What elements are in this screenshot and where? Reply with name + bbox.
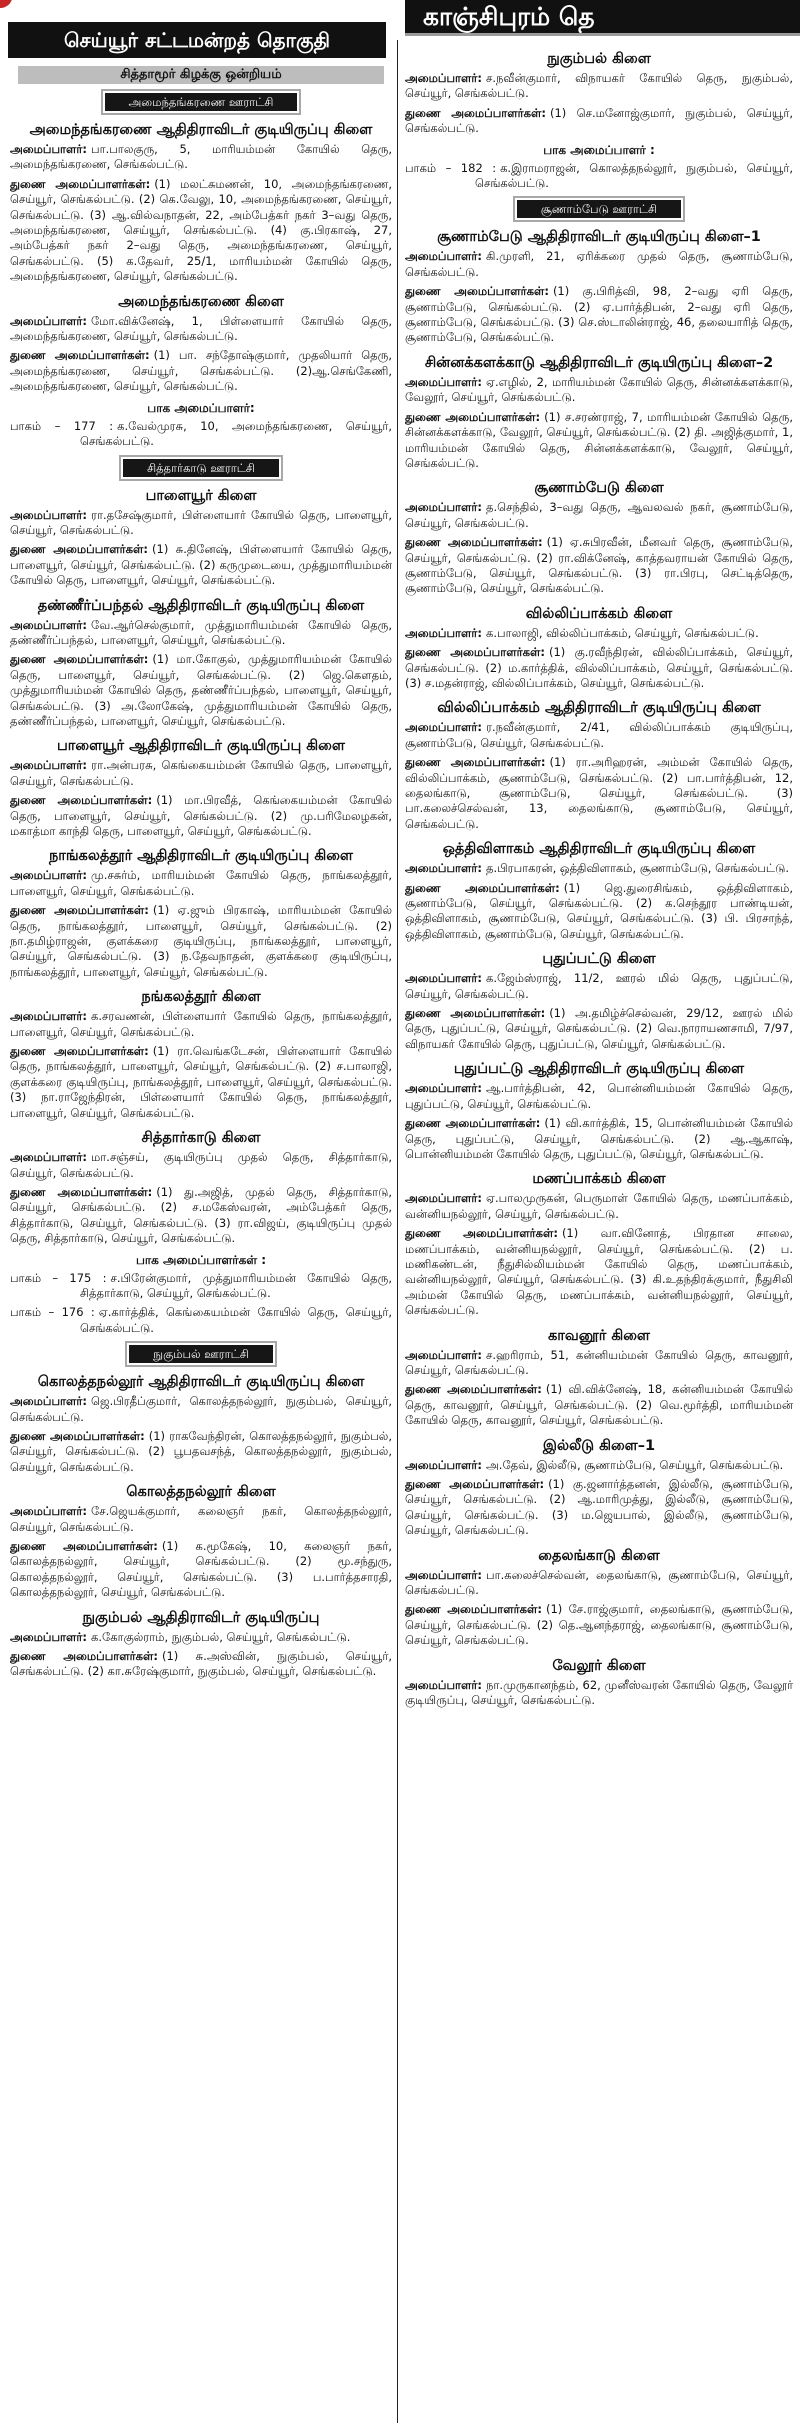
entry-label: துணை அமைப்பாளர்கள்: — [10, 542, 149, 557]
part-text: க.வேல்முரசு, 10, அமைந்தங்கரணை, செய்யூர், செங்கல்பட்டு. — [80, 418, 392, 449]
member-entry — [405, 1602, 793, 1648]
entry-label: அமைப்பாளர்: — [10, 507, 88, 522]
member-entry — [10, 314, 392, 345]
entry-text: த.செந்தில், 3–வது தெரு, ஆவலவல் நகர், சூணாம்பேடு, செய்யூர், செங்கல்பட்டு. — [405, 500, 793, 530]
entry-label: அமைப்பாளர்: — [405, 71, 483, 85]
branch-heading: காவனூர் கிளை — [547, 1327, 651, 1344]
member-entry — [405, 1116, 793, 1162]
member-entry — [10, 1044, 392, 1121]
part-text: ச.பிரேன்குமார், முத்துமாரியம்மன் கோயில் தெரு, சித்தார்காடு, செய்யூர், செங்கல்பட்டு. — [80, 1270, 392, 1300]
member-entry — [10, 758, 392, 789]
branch-heading: பாளையூர் ஆதிதிராவிடர் குடியிருப்பு கிளை — [57, 738, 345, 755]
member-entry — [405, 106, 793, 137]
entry-text: (1) ஏ.ஜும் பிரகாஷ், மாரியம்மன் கோயில் தெரு, நாங்கலத்தூர், பாளையூர், செய்யூர், செங்கல்பட்டு. (2) நா.தமிழ்ராஜன், குளக்கரை குடியிருப்பு, நாங்கலத்தூர், பாளையூர், செய்யூர், செங்கல்பட்டு. (3) ந.தேவநாதன், குளக்கரை குடியிருப்பு, நாங்கலத்தூர், பாளையூர், செய்யூர், செங்கல்பட்டு. — [10, 903, 392, 979]
entry-text: கி.முரளி, 21, ஏரிக்கரை முதல் தெரு, சூணாம்பேடு, செங்கல்பட்டு. — [405, 249, 793, 279]
red-dot-decoration — [0, 0, 12, 8]
member-entry — [405, 1382, 793, 1428]
entry-text: (1) க.மூகேஷ், 10, கலைஞர் நகர், கொலத்தநல்லூர், செய்யூர், செங்கல்பட்டு. (2) மூ.சந்துரு, கொலத்தநல்லூர், செய்யூர், செங்கல்பட்டு. (3) ப.பார்த்தசாரதி, கொலத்தநல்லூர், செய்யூர், செங்கல்பட்டு. — [10, 1539, 392, 1600]
entry-label: துணை அமைப்பாளர்கள்: — [10, 348, 150, 363]
entry-label: துணை அமைப்பாளர்கள்: — [405, 1477, 545, 1491]
member-entry — [10, 1539, 392, 1601]
entry-label: துணை அமைப்பாளர்கள்: — [405, 1602, 542, 1617]
entry-text: (1) கு.பிரித்வி, 98, 2–வது ஏரி தெரு, சூணாம்பேடு, செங்கல்பட்டு. (2) ஏ.பார்த்திபன், 2–வது ஏரி தெரு, சூணாம்பேடு, செங்கல்பட்டு. (3) செ.ஸ்டாலின்ராஜ், 46, தலையாரித் தெரு, சூணாம்பேடு, செங்கல்பட்டு. — [405, 284, 793, 345]
branch-heading: சூணாம்பேடு கிளை — [534, 480, 664, 497]
entry-label: துணை அமைப்பாளர்கள்: — [405, 409, 541, 424]
entry-label: அமைப்பாளர்: — [405, 1191, 483, 1206]
member-entry — [10, 618, 392, 649]
branch-heading: வில்லிப்பாக்கம் ஆதிதிராவிடர் குடியிருப்பு கிளை — [437, 700, 761, 717]
entry-label: அமைப்பாளர்: — [10, 758, 88, 773]
branch-heading: புதுப்பட்டு கிளை — [542, 951, 656, 968]
union-bar: சித்தாமூர் கிழக்கு ஒன்றியம் — [18, 66, 384, 84]
entry-text: (1) ஜெ.துரைசிங்கம், ஒத்திவிளாகம், சூணாம்பேடு, செய்யூர், செங்கல்பட்டு. (2) க.செந்தூர பாண்டியன், ஒத்திவிளாகம், சூணாம்பேடு, செய்யூர், செங்கல்பட்டு. (3) பி. பிரசாந்த், ஒத்திவிளாகம், சூணாம்பேடு, செய்யூர், செங்கல்பட்டு. — [405, 880, 793, 941]
member-entry — [405, 500, 793, 531]
branch-heading: வில்லிப்பாக்கம் கிளை — [525, 605, 673, 622]
header-rule — [405, 33, 800, 36]
subhead-label: பாக அமைப்பாளர்: — [147, 400, 255, 415]
entry-label: அமைப்பாளர்: — [405, 1677, 483, 1692]
entry-label: துணை அமைப்பாளர்கள்: — [405, 105, 546, 120]
member-entry — [10, 903, 392, 980]
entry-text: (1) மா.பிரவீத், கெங்கையம்மன் கோயில் தெரு, பாளையூர், செய்யூர், செங்கல்பட்டு. (2) மு.பரிமேலழகன், மகாத்மா காந்தி தெரு, பாளையூர், செய்யூர், செங்கல்பட்டு. — [10, 793, 392, 838]
entry-label: அமைப்பாளர்: — [10, 1629, 88, 1644]
entry-label: அமைப்பாளர்: — [10, 1009, 88, 1024]
branch-heading: நாங்கலத்தூர் ஆதிதிராவிடர் குடியிருப்பு கிளை — [48, 848, 354, 865]
branch-heading: பாளையூர் கிளை — [145, 487, 257, 504]
entry-label: துணை அமைப்பாளர்கள்: — [10, 903, 149, 918]
entry-text: (1) ரா.அரிஹரன், அம்மன் கோயில் தெரு, வில்லிப்பாக்கம், சூணாம்பேடு, செங்கல்பட்டு. (2) பா.பார்த்திபன், 12, தைலங்காடு, சூணாம்பேடு, செய்யூர், செங்கல்பட்டு. (3) பா.கலைச்செல்வன், 13, தைலங்காடு, சூணாம்பேடு, செய்யூர், செங்கல்பட்டு. — [405, 755, 793, 831]
district-title: காஞ்சிபுரம் தெ — [405, 0, 800, 33]
member-entry — [405, 410, 793, 472]
entry-label: அமைப்பாளர்: — [10, 1394, 88, 1409]
member-entry — [10, 1504, 392, 1535]
branch-heading: ஒத்திவிளாகம் ஆதிதிராவிடர் குடியிருப்பு கிளை — [442, 841, 756, 858]
part-entry — [10, 419, 392, 450]
member-entry — [10, 793, 392, 839]
entry-text: க.ஜேம்ஸ்ராஜ், 11/2, ஊரல் மில் தெரு, புதுப்பட்டு, செய்யூர், செங்கல்பட்டு. — [405, 971, 793, 1001]
entry-label: துணை அமைப்பாளர்கள்: — [405, 284, 549, 299]
entry-text: சே.ஜெயக்குமார், கலைஞர் நகர், கொலத்தநல்லூர், செய்யூர், செங்கல்பட்டு. — [10, 1504, 392, 1534]
branch-heading: புதுப்பட்டு ஆதிதிராவிடர் குடியிருப்பு கிளை — [453, 1061, 745, 1078]
member-entry — [405, 1006, 793, 1052]
entry-label: அமைப்பாளர்: — [10, 868, 88, 883]
member-entry — [405, 71, 793, 102]
entry-text: க.பாலாஜி, வில்லிப்பாக்கம், செய்யூர், செங்கல்பட்டு. — [486, 625, 759, 640]
member-entry — [405, 1226, 793, 1318]
entry-text: பா.பாலகுரு, 5, மாரியம்மன் கோயில் தெரு, அமைந்தங்கரணை, செங்கல்பட்டு. — [10, 142, 392, 172]
entry-text: (1) து.அஜித், முதல் தெரு, சித்தார்காடு, செய்யூர், செங்கல்பட்டு. (2) ச.மகேஸ்வரன், அம்பேத்கர் தெரு, சித்தார்காடு, செய்யூர், செங்கல்பட்டு. (3) ரா.விஜய், குடியிருப்பு முதல் தெரு, சித்தார்காடு, செய்யூர், செங்கல்பட்டு. — [10, 1184, 392, 1246]
branch-heading: வேலூர் கிளை — [552, 1657, 646, 1674]
member-entry — [405, 1568, 793, 1599]
entry-label: அமைப்பாளர்: — [405, 500, 483, 515]
branch-heading: அமைந்தங்கரணை ஆதிதிராவிடர் குடியிருப்பு கிளை — [29, 122, 373, 138]
member-entry — [10, 348, 392, 394]
entry-label: துணை அமைப்பாளர்கள்: — [405, 645, 545, 660]
entry-label: அமைப்பாளர்: — [10, 617, 88, 632]
entry-label: அமைப்பாளர்: — [405, 1457, 483, 1472]
entry-label: துணை அமைப்பாளர்கள்: — [10, 1044, 149, 1059]
entry-text: ஏ.பாலமுருகன், பெருமாள் கோயில் தெரு, மணப்பாக்கம், வன்னியநல்லூர், செய்யூர், செங்கல்பட்டு. — [405, 1191, 793, 1221]
branch-heading: இல்லீடு கிளை–1 — [542, 1437, 656, 1454]
entry-text: (1) கு.ரவீந்திரன், வில்லிப்பாக்கம், செய்யூர், செங்கல்பட்டு. (2) ம.கார்த்திக், வில்லிப்பாக்கம், செய்யூர், செங்கல்பட்டு. (3) ச.மதன்ராஜ், வில்லிப்பாக்கம், செய்யூர், செங்கல்பட்டு. — [405, 645, 793, 690]
entry-text: ரா.அன்பரசு, கெங்கையம்மன் கோயில் தெரு, பாளையூர், செய்யூர், செங்கல்பட்டு. — [10, 758, 392, 788]
panchayat-label: நுகும்பல் ஊராட்சி — [127, 1343, 275, 1365]
entry-text: (1) மலட்சுமணன், 10, அமைந்தங்கரணை, செய்யூர், செங்கல்பட்டு. (2) கெ.வேலு, 10, அமைந்தங்கரணை, செய்யூர், செங்கல்பட்டு. (3) ஆ.வில்வநாதன், 22, அம்பேத்கர் நகர் 3–வது தெரு, அமைந்தங்கரணை, செய்யூர், செங்கல்பட்டு. (4) கு.பிரகாஷ், 27, அம்பேத்கர் நகர் 2–வது தெரு, அமைந்தங்கரணை, செய்யூர், செங்கல்பட்டு. (5) க.தேவர், 25/1, மாரியம்மன் கோயில் தெரு, அமைந்தங்கரணை, செய்யூர், செங்கல்பட்டு. — [10, 176, 392, 284]
entry-text: (1) செ.மனோஜ்குமார், நுகும்பல், செய்யூர், செங்கல்பட்டு. — [405, 105, 793, 136]
member-entry — [405, 249, 793, 280]
column-left — [10, 62, 392, 2423]
subhead-label: பாக அமைப்பாளர்கள் : — [135, 1252, 267, 1267]
panchayat-label: அமைந்தங்கரணை ஊராட்சி — [103, 91, 300, 113]
branch-heading: கொலத்தநல்லூர் கிளை — [126, 1484, 276, 1501]
part-entry — [10, 1305, 392, 1336]
member-entry — [405, 1191, 793, 1222]
entry-label: அமைப்பாளர்: — [10, 1150, 88, 1165]
entry-text: மு.சசுர்ம், மாரியம்மன் கோயில் தெரு, நாங்கலத்தூர், பாளையூர், செய்யூர், செங்கல்பட்டு. — [10, 868, 392, 898]
entry-label: துணை அமைப்பாளர்கள்: — [405, 1116, 541, 1131]
entry-text: (1) பா. சந்தோஷ்குமார், முதலியார் தெரு, அமைந்தங்கரணை, செய்யூர், செங்கல்பட்டு. (2)ஆ.செங்கேணி, அமைந்தங்கரணை, செய்யூர், செங்கல்பட்டு. — [10, 348, 392, 394]
member-entry — [10, 1394, 392, 1425]
branch-heading: சூணாம்பேடு ஆதிதிராவிடர் குடியிருப்பு கிளை–1 — [437, 229, 761, 246]
entry-text: க.சரவணன், பிள்ளையார் கோயில் தெரு, நாங்கலத்தூர், பாளையூர், செய்யூர், செங்கல்பட்டு. — [10, 1009, 392, 1039]
member-entry — [405, 1458, 793, 1473]
branch-heading: சித்தார்காடு கிளை — [141, 1130, 261, 1147]
entry-label: துணை அமைப்பாளர்கள்: — [10, 1539, 158, 1553]
entry-text: மோ.விக்னேஷ், 1, பிள்ளையார் கோயில் தெரு, அமைந்தங்கரணை, செய்யூர், செங்கல்பட்டு. — [10, 313, 392, 344]
entry-text: (1) சே.ராஜ்குமார், தைலங்காடு, சூணாம்பேடு, செய்யூர், செங்கல்பட்டு. (2) தெ.ஆனந்தராஜ், தைலங்காடு, சூணாம்பேடு, செய்யூர், செங்கல்பட்டு. — [405, 1602, 793, 1648]
branch-heading: அமைந்தங்கரணை கிளை — [118, 293, 284, 310]
column-right — [405, 42, 793, 2423]
member-entry — [405, 375, 793, 406]
member-entry — [10, 142, 392, 173]
member-entry — [10, 1649, 392, 1680]
part-label: பாகம் – 182 : — [405, 160, 497, 175]
member-entry — [10, 1630, 392, 1645]
constituency-title: செய்யூர் சட்டமன்றத் தொகுதி — [8, 22, 386, 58]
entry-text: (1) மா.கோகுல், முத்துமாரியம்மன் கோயில் தெரு, பாளையூர், செய்யூர், செங்கல்பட்டு. (2) ஜெ.கௌதம், முத்துமாரியம்மன் கோயில் தெரு, தண்ணீர்ப்பந்தல், பாளையூர், செய்யூர், செங்கல்பட்டு. (3) அ.லோகேஷ், முத்துமாரியம்மன் கோயில் தெரு, தண்ணீர்ப்பந்தல், பாளையூர், செய்யூர், செங்கல்பட்டு. — [10, 652, 392, 728]
entry-label: அமைப்பாளர்: — [10, 313, 88, 328]
member-entry — [405, 1477, 793, 1539]
entry-label: துணை அமைப்பாளர்கள்: — [10, 1428, 145, 1443]
entry-label: துணை அமைப்பாளர்கள்: — [10, 1184, 153, 1199]
member-entry — [10, 1185, 392, 1247]
entry-label: துணை அமைப்பாளர்கள்: — [10, 652, 149, 667]
member-entry — [405, 720, 793, 751]
member-entry — [10, 508, 392, 539]
column-divider — [397, 40, 398, 2423]
entry-text: ச.நவீன்குமார், விநாயகர் கோயில் தெரு, நுகும்பல், செய்யூர், செங்கல்பட்டு. — [405, 71, 793, 101]
entry-label: அமைப்பாளர்: — [405, 861, 483, 876]
entry-text: ரா.தசேஷ்குமார், பிள்ளையார் கோயில் தெரு, பாளையூர், செய்யூர், செங்கல்பட்டு. — [10, 507, 392, 537]
member-entry — [405, 1081, 793, 1112]
branch-heading: சின்னக்களக்காடு ஆதிதிராவிடர் குடியிருப்பு கிளை–2 — [424, 354, 774, 371]
entry-text: (1) சு.அஸ்வின், நுகும்பல், செய்யூர், செங்கல்பட்டு. (2) கா.சுரேஷ்குமார், நுகும்பல், செய்யூர், செங்கல்பட்டு. — [10, 1649, 392, 1679]
member-entry — [405, 755, 793, 832]
entry-label: அமைப்பாளர்: — [405, 374, 483, 389]
entry-label: அமைப்பாளர்: — [405, 971, 483, 986]
member-entry — [10, 868, 392, 899]
entry-text: பா.கலைச்செல்வன், தைலங்காடு, சூணாம்பேடு, செய்யூர், செங்கல்பட்டு. — [405, 1567, 793, 1598]
member-entry — [405, 645, 793, 691]
branch-heading: தைலங்காடு கிளை — [538, 1547, 660, 1564]
entry-label: துணை அமைப்பாளர்கள்: — [405, 1382, 542, 1397]
entry-text: (1) கு.ஜனார்த்தனன், இல்லீடு, சூணாம்பேடு, செய்யூர், செங்கல்பட்டு. (2) ஆ.மாரிமுத்து, இல்லீடு, சூணாம்பேடு, செய்யூர், செங்கல்பட்டு. (3) ம.ஜெயபால், இல்லீடு, சூணாம்பேடு, செய்யூர், செங்கல்பட்டு. — [405, 1477, 793, 1538]
entry-text: (1) ச.சரண்ராஜ், 7, மாரியம்மன் கோயில் தெரு, சின்னக்களக்காடு, வேலூர், செய்யூர், செங்கல்பட்டு. (2) தி. அஜித்குமார், 1, மாரியம்மன் கோயில் தெரு, சின்னக்களக்காடு, வேலூர், செய்யூர், செங்கல்பட்டு. — [405, 409, 793, 470]
entry-label: துணை அமைப்பாளர்கள்: — [405, 535, 543, 550]
part-text: க.இராமராஜன், கொலத்தநல்லூர், நுகும்பல், செய்யூர், செங்கல்பட்டு. — [475, 160, 793, 191]
entry-text: (1) ரா.வெங்கடேசன், பிள்ளையார் கோயில் தெரு, நாங்கலத்தூர், பாளையூர், செய்யூர், செங்கல்பட்டு. (2) ச.பாலாஜி, குளக்கரை குடியிருப்பு, நாங்கலத்தூர், பாளையூர், செய்யூர், செங்கல்பட்டு. (3) நா.ராஜேந்திரன், பிள்ளையார் கோயில் தெரு, நாங்கலத்தூர், பாளையூர், செய்யூர், செங்கல்பட்டு. — [10, 1044, 392, 1120]
part-entry — [405, 161, 793, 192]
panchayat-label: சூணாம்பேடு ஊராட்சி — [515, 198, 683, 220]
member-entry — [405, 535, 793, 597]
entry-text: வே.ஆர்செல்குமார், முத்துமாரியம்மன் கோயில் தெரு, தண்ணீர்ப்பந்தல், பாளையூர், செய்யூர், செங்கல்பட்டு. — [10, 617, 392, 647]
part-label: பாகம் – 175 : — [10, 1270, 107, 1285]
member-entry — [405, 881, 793, 943]
entry-text: (1) வி.கார்த்திக், 15, பொன்னியம்மன் கோயில் தெரு, புதுப்பட்டு, செய்யூர், செங்கல்பட்டு. (2) ஆ.ஆகாஷ், பொன்னியம்மன் கோயில் தெரு, புதுப்பட்டு, செய்யூர், செங்கல்பட்டு. — [405, 1116, 793, 1161]
branch-heading: மணப்பாக்கம் கிளை — [532, 1171, 666, 1188]
panchayat-label: சித்தார்காடு ஊராட்சி — [121, 457, 281, 479]
entry-label: அமைப்பாளர்: — [10, 1504, 88, 1519]
entry-label: துணை அமைப்பாளர்கள்: — [10, 1649, 158, 1664]
member-entry — [10, 1150, 392, 1181]
entry-label: துணை அமைப்பாளர்கள்: — [10, 793, 153, 808]
member-entry — [405, 861, 793, 876]
entry-text: த.பிரபாகரன், ஒத்திவிளாகம், சூணாம்பேடு, செங்கல்பட்டு. — [486, 861, 789, 876]
entry-label: அமைப்பாளர்: — [10, 142, 88, 156]
member-entry — [405, 971, 793, 1002]
entry-label: அமைப்பாளர்: — [405, 1347, 483, 1362]
entry-label: அமைப்பாளர்: — [405, 720, 483, 735]
entry-text: ஜெ.பிரதீப்குமார், கொலத்தநல்லூர், நுகும்பல், செய்யூர், செங்கல்பட்டு. — [10, 1394, 392, 1424]
member-entry — [10, 652, 392, 729]
entry-text: க.கோகுல்ராம், நுகும்பல், செய்யூர், செங்கல்பட்டு. — [91, 1629, 351, 1644]
branch-heading: கொலத்தநல்லூர் ஆதிதிராவிடர் குடியிருப்பு கிளை — [37, 1374, 365, 1391]
part-label: பாகம் – 177 : — [10, 418, 114, 433]
member-entry — [405, 284, 793, 346]
entry-label: துணை அமைப்பாளர்கள்: — [10, 176, 151, 191]
entry-text: (1) ஏ.சுபிரவீன், மீனவர் தெரு, சூணாம்பேடு, செய்யூர், செங்கல்பட்டு. (2) ரா.விக்னேஷ், காத்தவராயன் கோயில் தெரு, சூணாம்பேடு, செய்யூர், செங்கல்பட்டு. (3) ரா.பிரபு, செட்டித்தெரு, சூணாம்பேடு, செய்யூர், செங்கல்பட்டு. — [405, 535, 793, 596]
entry-label: துணை அமைப்பாளர்கள்: — [405, 880, 560, 895]
branch-heading: நுகும்பல் ஆதிதிராவிடர் குடியிருப்பு — [82, 1609, 320, 1626]
member-entry — [405, 626, 793, 641]
entry-text: அ.தேவ், இல்லீடு, சூணாம்பேடு, செய்யூர், செங்கல்பட்டு. — [486, 1457, 784, 1472]
member-entry — [405, 1678, 793, 1709]
entry-text: ஆ.பார்த்திபன், 42, பொன்னியம்மன் கோயில் தெரு, புதுப்பட்டு, செய்யூர், செங்கல்பட்டு. — [405, 1081, 793, 1111]
entry-label: அமைப்பாளர்: — [405, 1081, 483, 1096]
entry-text: (1) வி.விக்னேஷ், 18, கன்னியம்மன் கோயில் தெரு, காவனூர், செய்யூர், செங்கல்பட்டு. (2) வெ.மூர்த்தி, மாரியம்மன் கோயில் தெரு, காவனூர், செய்யூர், செங்கல்பட்டு. — [405, 1382, 793, 1428]
branch-heading: தண்ணீர்ப்பந்தல் ஆதிதிராவிடர் குடியிருப்பு கிளை — [37, 597, 365, 614]
branch-heading: நங்கலத்தூர் கிளை — [141, 989, 261, 1006]
entry-text: ர.நவீன்குமார், 2/41, வில்லிப்பாக்கம் குடியிருப்பு, சூணாம்பேடு, செய்யூர், செங்கல்பட்டு. — [405, 720, 793, 750]
entry-text: (1) வா.வினோத், பிரதான சாலை, மணப்பாக்கம், வன்னியநல்லூர், செய்யூர், செங்கல்பட்டு. (2) ப. மணிகண்டன், நீதுசில்லியம்மன் கோயில் தெரு, மணப்பாக்கம், வன்னியநல்லூர், செய்யூர், செங்கல்பட்டு. (3) கி.உதந்திரக்குமார், நீதுசிலி அம்மன் கோயில் தெரு, மணப்பாக்கம், வன்னியநல்லூர், செய்யூர், செங்கல்பட்டு. — [405, 1226, 793, 1318]
member-entry — [10, 542, 392, 588]
entry-text: ஏ.எழில், 2, மாரியம்மன் கோயில் தெரு, சின்னக்களக்காடு, வேலூர், செய்யூர், செங்கல்பட்டு. — [405, 374, 793, 405]
entry-label: துணை அமைப்பாளர்கள்: — [405, 755, 546, 770]
member-entry — [10, 177, 392, 285]
part-text: ஏ.கார்த்திக், கெங்கையம்மன் கோயில் தெரு, செய்யூர், செங்கல்பட்டு. — [80, 1305, 392, 1335]
part-label: பாகம் – 176 : — [10, 1305, 95, 1320]
branch-heading: நுகும்பல் கிளை — [547, 51, 651, 67]
member-entry — [405, 1348, 793, 1379]
entry-text: (1) ராகவேந்திரன், கொலத்தநல்லூர், நுகும்பல், செய்யூர், செங்கல்பட்டு. (2) பூபதவசந்த், கொலத்தநல்லூர், நுகும்பல், செய்யூர், செங்கல்பட்டு. — [10, 1428, 392, 1474]
entry-text: நா.முருகானந்தம், 62, முனீஸ்வரன் கோயில் தெரு, வேலூர் குடியிருப்பு, செய்யூர், செங்கல்பட்டு. — [405, 1677, 793, 1708]
part-entry — [10, 1271, 392, 1302]
member-entry — [10, 1429, 392, 1475]
entry-text: (1) சு.தினேஷ், பிள்ளையார் கோயில் தெரு, பாளையூர், செய்யூர், செங்கல்பட்டு. (2) கருமுடையை, முத்துமாரியம்மன் கோயில் தெரு, பாளையூர், செய்யூர், செங்கல்பட்டு. — [10, 542, 392, 588]
entry-text: ச.ஹரிராம், 51, கன்னியம்மன் கோயில் தெரு, காவனூர், செய்யூர், செங்கல்பட்டு. — [405, 1347, 793, 1377]
entry-label: துணை அமைப்பாளர்கள்: — [405, 1226, 558, 1241]
entry-text: (1) அ.தமிழ்ச்செல்வன், 29/12, ஊரல் மில் தெரு, புதுப்பட்டு, செய்யூர், செங்கல்பட்டு. (2) வெ.நாராயணசாமி, 7/97, விநாயகர் கோயில் தெரு, புதுப்பட்டு, செய்யூர், செங்கல்பட்டு. — [405, 1006, 793, 1051]
entry-label: அமைப்பாளர்: — [405, 1567, 483, 1582]
entry-label: அமைப்பாளர்: — [405, 249, 483, 264]
subhead-label: பாக அமைப்பாளர் : — [543, 142, 655, 157]
entry-label: அமைப்பாளர்: — [405, 625, 483, 640]
member-entry — [10, 1009, 392, 1040]
entry-text: மா.சஞ்சய், குடியிருப்பு முதல் தெரு, சித்தார்காடு, செய்யூர், செங்கல்பட்டு. — [10, 1150, 392, 1180]
entry-label: துணை அமைப்பாளர்கள்: — [405, 1006, 546, 1021]
